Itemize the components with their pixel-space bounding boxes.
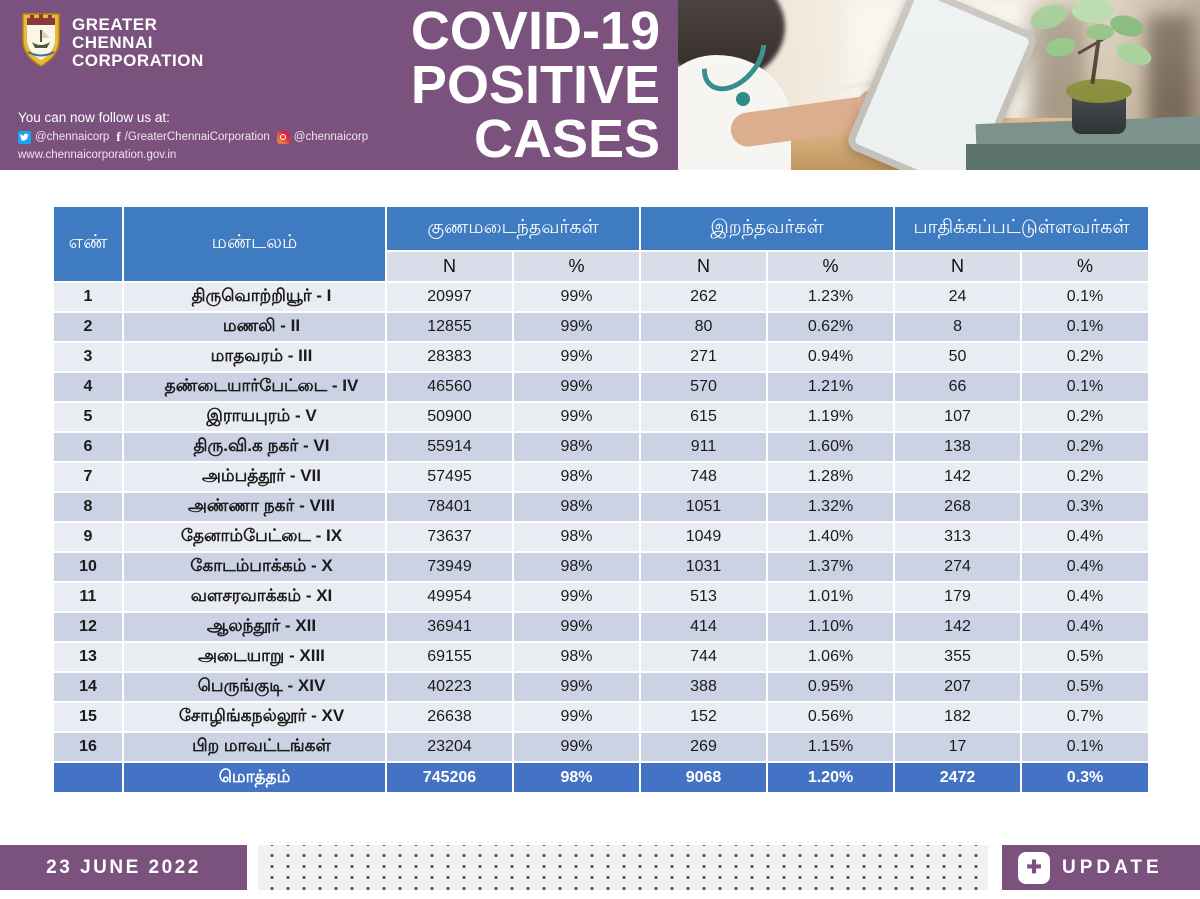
deaths-n: 271 xyxy=(640,342,767,372)
recovered-pct: 98% xyxy=(513,492,640,522)
recovered-n: 57495 xyxy=(386,462,513,492)
recovered-pct: 99% xyxy=(513,312,640,342)
deaths-pct: 1.23% xyxy=(767,282,894,312)
title-line: COVID-19 xyxy=(410,1,660,61)
table-row xyxy=(53,672,1149,702)
deaths-n: 80 xyxy=(640,312,767,342)
deaths-pct: 1.01% xyxy=(767,582,894,612)
total-recovered-pct: 98% xyxy=(513,762,640,793)
total-deaths-pct: 1.20% xyxy=(767,762,894,793)
zone-name: திருவொற்றியூர் - I xyxy=(123,282,386,312)
subheader-deaths-n: N xyxy=(640,251,767,282)
facebook-handle[interactable] xyxy=(116,129,269,145)
affected-n: 268 xyxy=(894,492,1021,522)
table-row xyxy=(53,732,1149,762)
facebook-handle-text: /GreaterChennaiCorporation xyxy=(124,131,270,143)
zone-name: பெருங்குடி - XIV xyxy=(123,672,386,702)
table-row xyxy=(53,612,1149,642)
recovered-n: 55914 xyxy=(386,432,513,462)
row-number: 4 xyxy=(53,372,123,402)
row-number: 15 xyxy=(53,702,123,732)
table-row xyxy=(53,522,1149,552)
row-number: 13 xyxy=(53,642,123,672)
recovered-pct: 99% xyxy=(513,342,640,372)
row-number: 16 xyxy=(53,732,123,762)
deaths-n: 269 xyxy=(640,732,767,762)
recovered-n: 28383 xyxy=(386,342,513,372)
affected-pct: 0.1% xyxy=(1021,312,1149,342)
recovered-pct: 99% xyxy=(513,672,640,702)
subheader-recovered-pct: % xyxy=(513,251,640,282)
instagram-handle[interactable] xyxy=(277,131,368,144)
header-photo xyxy=(678,0,1200,170)
org-name xyxy=(72,16,204,70)
affected-pct: 0.4% xyxy=(1021,612,1149,642)
affected-pct: 0.2% xyxy=(1021,342,1149,372)
deaths-n: 262 xyxy=(640,282,767,312)
deaths-pct: 1.06% xyxy=(767,642,894,672)
table-row xyxy=(53,552,1149,582)
recovered-n: 73949 xyxy=(386,552,513,582)
deaths-pct: 0.62% xyxy=(767,312,894,342)
row-number: 3 xyxy=(53,342,123,372)
deaths-pct: 1.10% xyxy=(767,612,894,642)
affected-n: 8 xyxy=(894,312,1021,342)
table-row xyxy=(53,642,1149,672)
deaths-pct: 1.28% xyxy=(767,462,894,492)
affected-n: 66 xyxy=(894,372,1021,402)
recovered-pct: 98% xyxy=(513,462,640,492)
row-number: 8 xyxy=(53,492,123,522)
deaths-pct: 1.37% xyxy=(767,552,894,582)
recovered-n: 12855 xyxy=(386,312,513,342)
table-row xyxy=(53,312,1149,342)
subheader-deaths-pct: % xyxy=(767,251,894,282)
affected-pct: 0.1% xyxy=(1021,372,1149,402)
instagram-icon xyxy=(277,131,290,144)
zone-name: மணலி - II xyxy=(123,312,386,342)
row-number: 14 xyxy=(53,672,123,702)
facebook-icon: f xyxy=(116,129,121,144)
row-number: 11 xyxy=(53,582,123,612)
deaths-n: 615 xyxy=(640,402,767,432)
row-number: 2 xyxy=(53,312,123,342)
social-row xyxy=(18,129,368,145)
recovered-pct: 98% xyxy=(513,642,640,672)
table-body xyxy=(53,282,1149,762)
recovered-n: 69155 xyxy=(386,642,513,672)
total-affected-n: 2472 xyxy=(894,762,1021,793)
update-button-label: UPDATE xyxy=(1062,856,1163,878)
total-label: மொத்தம் xyxy=(123,762,386,793)
recovered-pct: 99% xyxy=(513,612,640,642)
deaths-pct: 1.60% xyxy=(767,432,894,462)
org-name-line: CORPORATION xyxy=(72,51,204,70)
table-row xyxy=(53,462,1149,492)
zone-name: திரு.வி.க நகர் - VI xyxy=(123,432,386,462)
recovered-n: 46560 xyxy=(386,372,513,402)
affected-n: 138 xyxy=(894,432,1021,462)
affected-pct: 0.2% xyxy=(1021,462,1149,492)
zone-name: சோழிங்கநல்லூர் - XV xyxy=(123,702,386,732)
total-recovered-n: 745206 xyxy=(386,762,513,793)
website-url[interactable]: www.chennaicorporation.gov.in xyxy=(18,149,177,161)
org-name-line: CHENNAI xyxy=(72,33,153,52)
table-row xyxy=(53,492,1149,522)
deaths-n: 748 xyxy=(640,462,767,492)
deaths-pct: 1.19% xyxy=(767,402,894,432)
affected-n: 107 xyxy=(894,402,1021,432)
row-number: 9 xyxy=(53,522,123,552)
table-row xyxy=(53,702,1149,732)
recovered-pct: 99% xyxy=(513,402,640,432)
total-empty-cell xyxy=(53,762,123,793)
zone-name: தேனாம்பேட்டை - IX xyxy=(123,522,386,552)
row-number: 12 xyxy=(53,612,123,642)
affected-pct: 0.5% xyxy=(1021,672,1149,702)
row-number: 6 xyxy=(53,432,123,462)
dots-pattern xyxy=(258,845,988,890)
table-row xyxy=(53,582,1149,612)
subheader-affected-n: N xyxy=(894,251,1021,282)
affected-n: 274 xyxy=(894,552,1021,582)
org-name-line: GREATER xyxy=(72,15,158,34)
follow-text: You can now follow us at: xyxy=(18,110,170,125)
date-badge xyxy=(0,845,247,890)
affected-n: 355 xyxy=(894,642,1021,672)
zone-name: கோடம்பாக்கம் - X xyxy=(123,552,386,582)
col-no-header: எண் xyxy=(53,206,123,282)
col-zone-header: மண்டலம் xyxy=(123,206,386,282)
title-line: POSITIVE xyxy=(410,55,660,115)
deaths-pct: 0.94% xyxy=(767,342,894,372)
row-number: 5 xyxy=(53,402,123,432)
row-number: 7 xyxy=(53,462,123,492)
deaths-n: 513 xyxy=(640,582,767,612)
instagram-handle-text: @chennaicorp xyxy=(293,131,369,143)
total-deaths-n: 9068 xyxy=(640,762,767,793)
deaths-pct: 1.21% xyxy=(767,372,894,402)
deaths-pct: 1.40% xyxy=(767,522,894,552)
total-affected-pct: 0.3% xyxy=(1021,762,1149,793)
deaths-n: 911 xyxy=(640,432,767,462)
recovered-pct: 99% xyxy=(513,582,640,612)
recovered-n: 20997 xyxy=(386,282,513,312)
recovered-pct: 99% xyxy=(513,372,640,402)
affected-n: 142 xyxy=(894,462,1021,492)
group-recovered-header: குணமடைந்தவர்கள் xyxy=(386,206,640,251)
recovered-pct: 98% xyxy=(513,522,640,552)
row-number: 1 xyxy=(53,282,123,312)
update-button[interactable] xyxy=(1002,845,1200,890)
affected-pct: 0.2% xyxy=(1021,432,1149,462)
affected-n: 182 xyxy=(894,702,1021,732)
recovered-n: 26638 xyxy=(386,702,513,732)
affected-n: 179 xyxy=(894,582,1021,612)
recovered-n: 23204 xyxy=(386,732,513,762)
photo-light-overlay xyxy=(678,0,1200,170)
table-row xyxy=(53,432,1149,462)
zone-name: பிற மாவட்டங்கள் xyxy=(123,732,386,762)
banner-purple-panel xyxy=(0,0,678,170)
deaths-n: 570 xyxy=(640,372,767,402)
total-row xyxy=(53,762,1149,793)
title-line: CASES xyxy=(473,109,660,169)
deaths-n: 388 xyxy=(640,672,767,702)
follow-section xyxy=(18,110,368,161)
page-title xyxy=(360,1,660,169)
recovered-n: 40223 xyxy=(386,672,513,702)
affected-pct: 0.7% xyxy=(1021,702,1149,732)
row-number: 10 xyxy=(53,552,123,582)
zone-name: ஆலந்தூர் - XII xyxy=(123,612,386,642)
recovered-pct: 98% xyxy=(513,432,640,462)
zone-name: அம்பத்தூர் - VII xyxy=(123,462,386,492)
affected-n: 50 xyxy=(894,342,1021,372)
zone-name: அண்ணா நகர் - VIII xyxy=(123,492,386,522)
table-row xyxy=(53,342,1149,372)
affected-pct: 0.4% xyxy=(1021,552,1149,582)
affected-pct: 0.5% xyxy=(1021,642,1149,672)
subheader-affected-pct: % xyxy=(1021,251,1149,282)
table-row xyxy=(53,372,1149,402)
group-affected-header: பாதிக்கப்பட்டுள்ளவர்கள் xyxy=(894,206,1149,251)
date-text: 23 JUNE 2022 xyxy=(46,856,201,878)
deaths-pct: 1.32% xyxy=(767,492,894,522)
affected-pct: 0.4% xyxy=(1021,582,1149,612)
gcc-crest-logo-icon xyxy=(20,10,62,70)
deaths-pct: 0.95% xyxy=(767,672,894,702)
recovered-n: 50900 xyxy=(386,402,513,432)
deaths-n: 152 xyxy=(640,702,767,732)
table-row xyxy=(53,402,1149,432)
deaths-pct: 1.15% xyxy=(767,732,894,762)
recovered-pct: 99% xyxy=(513,732,640,762)
zone-name: மாதவரம் - III xyxy=(123,342,386,372)
plus-icon: ✚ xyxy=(1018,852,1050,884)
zone-name: இராயபுரம் - V xyxy=(123,402,386,432)
deaths-n: 1031 xyxy=(640,552,767,582)
recovered-pct: 98% xyxy=(513,552,640,582)
recovered-n: 49954 xyxy=(386,582,513,612)
affected-n: 17 xyxy=(894,732,1021,762)
twitter-icon xyxy=(18,131,31,144)
twitter-handle-text: @chennaicorp xyxy=(35,131,110,143)
zone-name: அடையாறு - XIII xyxy=(123,642,386,672)
deaths-n: 744 xyxy=(640,642,767,672)
group-deaths-header: இறந்தவர்கள் xyxy=(640,206,894,251)
recovered-pct: 99% xyxy=(513,702,640,732)
deaths-n: 414 xyxy=(640,612,767,642)
covid-table xyxy=(52,205,1150,794)
deaths-n: 1051 xyxy=(640,492,767,522)
twitter-handle[interactable] xyxy=(18,131,109,144)
recovered-n: 78401 xyxy=(386,492,513,522)
affected-pct: 0.2% xyxy=(1021,402,1149,432)
recovered-n: 36941 xyxy=(386,612,513,642)
deaths-n: 1049 xyxy=(640,522,767,552)
subheader-recovered-n: N xyxy=(386,251,513,282)
deaths-pct: 0.56% xyxy=(767,702,894,732)
affected-pct: 0.1% xyxy=(1021,282,1149,312)
covid-table-container xyxy=(52,205,1148,794)
recovered-n: 73637 xyxy=(386,522,513,552)
affected-pct: 0.4% xyxy=(1021,522,1149,552)
header-banner xyxy=(0,0,1200,170)
affected-n: 313 xyxy=(894,522,1021,552)
table-row xyxy=(53,282,1149,312)
affected-n: 24 xyxy=(894,282,1021,312)
affected-pct: 0.1% xyxy=(1021,732,1149,762)
affected-pct: 0.3% xyxy=(1021,492,1149,522)
zone-name: வளசரவாக்கம் - XI xyxy=(123,582,386,612)
affected-n: 207 xyxy=(894,672,1021,702)
zone-name: தண்டையார்பேட்டை - IV xyxy=(123,372,386,402)
recovered-pct: 99% xyxy=(513,282,640,312)
affected-n: 142 xyxy=(894,612,1021,642)
